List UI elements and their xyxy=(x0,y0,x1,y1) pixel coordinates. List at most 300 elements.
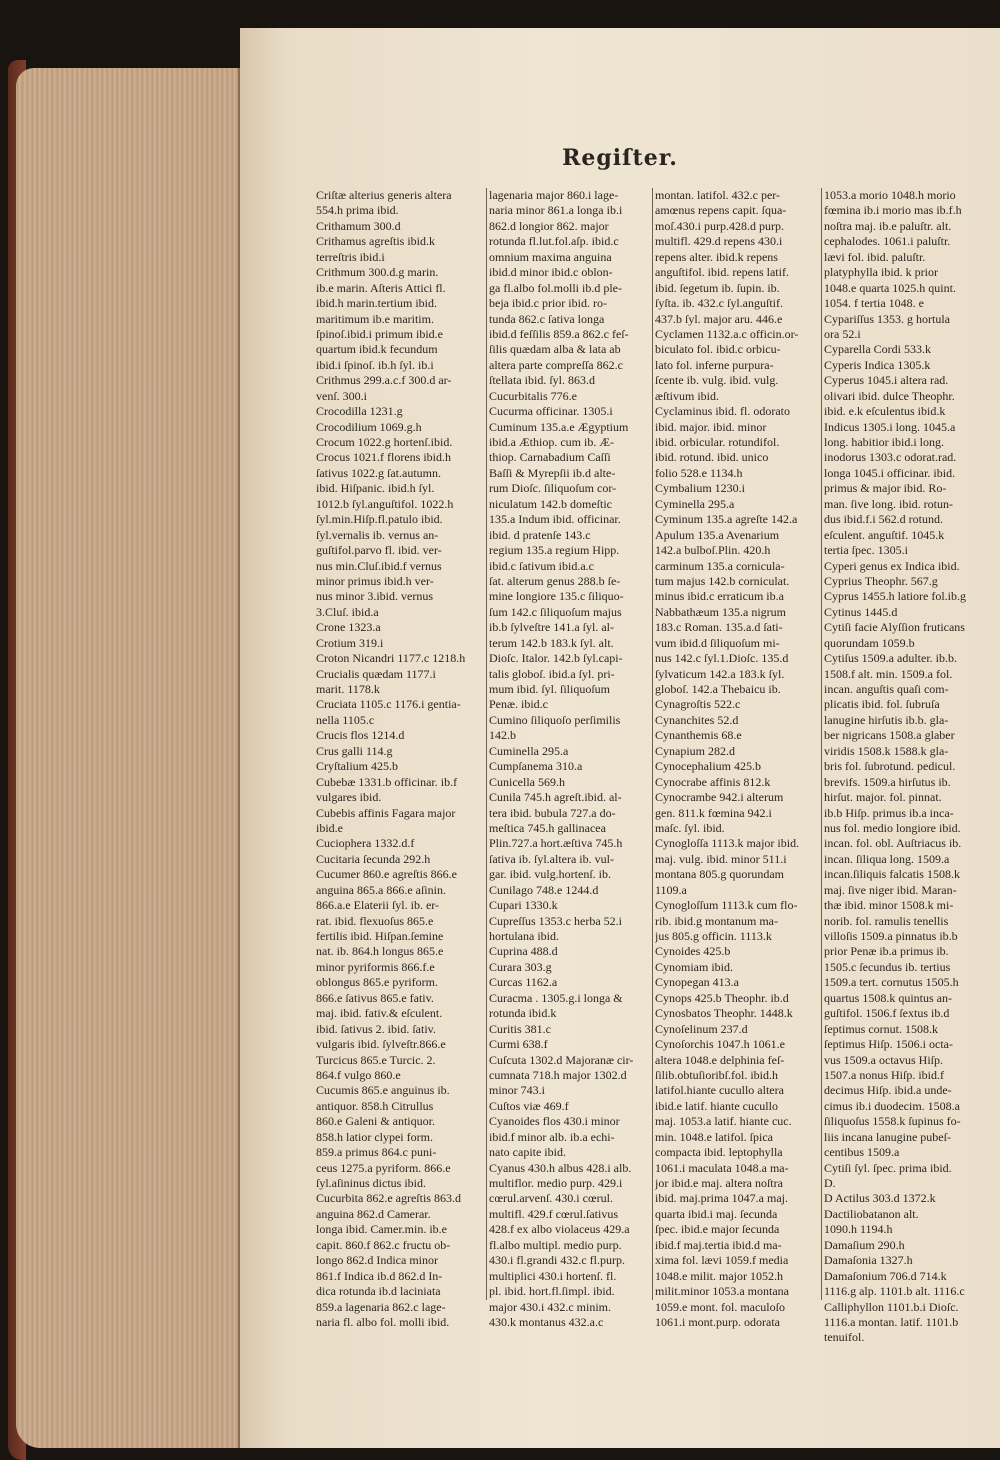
index-entry-line: Cynogloſſum 1113.k cum flo- xyxy=(655,898,798,913)
index-entry-line: 864.f vulgo 860.e xyxy=(316,1067,401,1082)
index-entry-line: Curitis 381.c xyxy=(489,1021,551,1036)
index-entry-line: ſtellata ibid. ſyl. 863.d xyxy=(489,373,595,388)
index-entry-line: thæ ibid. minor 1508.k mi- xyxy=(824,898,954,913)
index-entry-line: Cyminella 295.a xyxy=(655,496,735,511)
index-entry-line: longo 862.d Indica minor xyxy=(316,1253,438,1268)
index-entry-line: Cuſcuta 1302.d Majoranæ cir- xyxy=(489,1052,634,1067)
index-entry-line: vus 1509.a octavus Hiſp. xyxy=(824,1052,943,1067)
index-entry-line: Indicus 1305.i long. 1045.a xyxy=(824,419,956,434)
index-entry-line: Cyclaminus ibid. fl. odorato xyxy=(655,404,790,419)
index-entry-line: quartum ibid.k fecundum xyxy=(316,342,438,357)
index-entry-line: Cytiſi ſyl. ſpec. prima ibid. xyxy=(824,1160,952,1175)
index-entry-line: Cyperus 1045.i altera rad. xyxy=(824,373,949,388)
index-entry-line: bris fol. ſubrotund. pedicul. xyxy=(824,759,956,774)
index-entry-line: incan. ſiliqua long. 1509.a xyxy=(824,851,950,866)
index-entry-line: 859.a primus 864.c puni- xyxy=(316,1145,437,1160)
index-entry-line: talis globoſ. ibid.a ſyl. pri- xyxy=(489,666,615,681)
index-entry-line: rotunda ibid.k xyxy=(489,1006,557,1021)
index-entry-line: 142.a bulboſ.Plin. 420.h xyxy=(655,543,771,558)
index-entry-line: minor primus ibid.h ver- xyxy=(316,573,434,588)
index-entry-line: nus min.Cluſ.ibid.f vernus xyxy=(316,558,442,573)
index-entry-line: fl.albo multipl. medio purp. xyxy=(489,1237,622,1252)
index-entry-line: maj. ibid. fativ.& eſculent. xyxy=(316,1006,443,1021)
index-entry-line: ſyl.vernalis ib. vernus an- xyxy=(316,527,439,542)
index-entry-line: ſeptimus Hiſp. 1506.i octa- xyxy=(824,1037,953,1052)
index-entry-line: Damaſium 290.h xyxy=(824,1237,905,1252)
index-entry-line: Crotium 319.i xyxy=(316,635,384,650)
index-entry-line: long. habitior ibid.i long. xyxy=(824,435,944,449)
index-entry-line: æſtivum ibid. xyxy=(655,388,720,403)
index-entry-line: ibid. rotund. ibid. unico xyxy=(655,450,769,465)
index-entry-line: amœnus repens capit. ſqua- xyxy=(655,203,787,218)
index-entry-line: Dioſc. Italor. 142.b ſyl.capi- xyxy=(489,651,623,666)
index-entry-line: Cynosbatos Theophr. 1448.k xyxy=(655,1006,793,1021)
index-entry-line: Cynops 425.b Theophr. ib.d xyxy=(655,990,789,1005)
index-entry-line: venſ. 300.i xyxy=(316,388,367,403)
index-entry-line: Crithamum 300.d xyxy=(316,218,401,233)
index-entry-line: ibid.a Æthiop. cum ib. Æ- xyxy=(489,435,614,449)
index-entry-line: ſyl.aſininus dictus ibid. xyxy=(316,1176,426,1190)
index-entry-line: Cymbalium 1230.i xyxy=(655,481,745,496)
index-entry-line: ſum 142.c ſiliquoſum majus xyxy=(489,604,622,619)
register-page xyxy=(240,28,1000,1448)
index-entry-line: 1507.a nonus Hiſp. ibid.f xyxy=(824,1067,944,1082)
index-entry-line: Cupreſſus 1353.c herba 52.i xyxy=(489,913,622,928)
index-entry-line: capit. 860.f 862.c fructu ob- xyxy=(316,1237,451,1252)
index-entry-line: Cunicella 569.h xyxy=(489,774,565,789)
index-entry-line: biculato fol. ibid.c orbicu- xyxy=(655,342,781,357)
index-entry-line: Crithmum 300.d.g marin. xyxy=(316,265,439,280)
index-entry-line: Cynocrambe 942.i alterum xyxy=(655,790,784,805)
index-entry-line: ibid.d feſſilis 859.a 862.c feſ- xyxy=(489,326,629,341)
index-entry-line: maj. ſive niger ibid. Maran- xyxy=(824,882,957,897)
index-entry-line: ibid.c ſativum ibid.a.c xyxy=(489,558,594,573)
index-entry-line: niculatum 142.b domeſtic xyxy=(489,496,612,511)
index-entry-line: primus & major ibid. Ro- xyxy=(824,481,947,496)
index-entry-line: Cyminum 135.a agreſte 142.a xyxy=(655,512,798,527)
index-entry-line: gar. ibid. vulg.hortenſ. ib. xyxy=(489,867,611,882)
index-entry-line: Cucurbitalis 776.e xyxy=(489,388,577,403)
index-entry-line: ib.b ſylveſtre 141.a ſyl. al- xyxy=(489,620,614,635)
index-entry-line: guſtifol. 1506.f ſextus ib.d xyxy=(824,1006,950,1021)
index-entry-line: anguſtifol. ibid. repens latif. xyxy=(655,265,789,280)
index-entry-line: terreſtris ibid.i xyxy=(316,249,385,264)
index-entry-line: nato capite ibid. xyxy=(489,1145,566,1160)
index-entry-line: Cyprus 1455.h latiore fol.ib.g xyxy=(824,589,966,604)
index-entry-line: incan. anguſtis quaſi com- xyxy=(824,682,949,696)
index-entry-line: ſilib.obtuſioribſ.fol. ibid.h xyxy=(655,1067,778,1082)
index-entry-line: incan. fol. obl. Auſtriacus ib. xyxy=(824,836,962,851)
index-entry-line: 430.i fl.grandi 432.c fl.purp. xyxy=(489,1253,625,1268)
index-entry-line: multifl. 429.f cœrul.ſativus xyxy=(489,1206,618,1221)
index-entry-line: Cuminella 295.a xyxy=(489,743,569,758)
index-entry-line: repens alter. ibid.k repens xyxy=(655,249,778,264)
index-entry-line: pl. ibid. hort.fl.ſimpl. ibid. xyxy=(489,1284,615,1299)
index-entry-line: folio 528.e 1134.h xyxy=(655,465,743,480)
index-entry-line: cœrul.arvenſ. 430.i cœrul. xyxy=(489,1191,613,1206)
index-entry-line: antiquor. 858.h Citrullus xyxy=(316,1098,434,1113)
index-entry-line: ibid.e latif. hiante cucullo xyxy=(655,1098,778,1113)
index-entry-line: noſtra maj. ib.e paluſtr. alt. xyxy=(824,218,952,233)
index-entry-line: ber nigricans 1508.a glaber xyxy=(824,728,955,743)
index-entry-line: nus fol. medio longiore ibid. xyxy=(824,820,961,835)
index-entry-line: Cruciata 1105.c 1176.i gentia- xyxy=(316,697,461,712)
book-photo xyxy=(8,28,1000,1448)
index-entry-line: 1090.h 1194.h xyxy=(824,1222,893,1237)
index-entry-line: nus 142.c ſyl.1.Dioſc. 135.d xyxy=(655,651,789,666)
index-entry-line: tenuifol. xyxy=(824,1330,865,1345)
index-entry-line: rib. ibid.g montanum ma- xyxy=(655,913,778,928)
index-column-3 xyxy=(655,188,819,1330)
index-entry-line: jor ibid.e maj. altera noſtra xyxy=(655,1176,783,1190)
index-entry-line: Cyperis Indica 1305.k xyxy=(824,357,931,372)
index-entry-line: tunda 862.c ſativa longa xyxy=(489,311,605,326)
index-entry-line: oblongus 865.e pyriform. xyxy=(316,975,438,990)
index-entry-line: Crithmus 299.a.c.f 300.d ar- xyxy=(316,373,452,388)
index-entry-line: 1048.e milit. major 1052.h xyxy=(655,1268,783,1283)
index-entry-line: ſiliquoſus 1558.k ſupinus fo- xyxy=(824,1114,961,1129)
index-entry-line: 861.f Indica ib.d 862.d In- xyxy=(316,1268,443,1283)
index-entry-line: D Actilus 303.d 1372.k xyxy=(824,1191,936,1206)
index-entry-line: ibid. orbicular. rotundifol. xyxy=(655,435,780,449)
index-entry-line: Damaſonia 1327.h xyxy=(824,1253,913,1268)
index-entry-line: longa ibid. Camer.min. ib.e xyxy=(316,1222,447,1237)
index-entry-line: rat. ibid. flexuoſus 865.e xyxy=(316,913,434,928)
index-entry-line: ibid. e.k eſculentus ibid.k xyxy=(824,404,946,419)
index-entry-line: Cynanchites 52.d xyxy=(655,712,739,727)
index-entry-line: 1048.e quarta 1025.h quint. xyxy=(824,280,956,295)
page-block-edge xyxy=(16,68,240,1448)
index-entry-line: vulgares ibid. xyxy=(316,790,382,805)
index-entry-line: Cytiſi facie Alyſſion fruticans xyxy=(824,620,965,635)
index-entry-line: ibid. major. ibid. minor xyxy=(655,419,767,434)
index-entry-line: guſtifol.parvo fl. ibid. ver- xyxy=(316,543,442,558)
index-entry-line: Cyanus 430.h albus 428.i alb. xyxy=(489,1160,632,1175)
index-entry-line: cimus ib.i duodecim. 1508.a xyxy=(824,1098,960,1113)
index-entry-line: Cynogloſſa 1113.k major ibid. xyxy=(655,836,800,851)
index-entry-line: naria minor 861.a longa ib.i xyxy=(489,203,623,218)
index-entry-line: dus ibid.f.i 562.d rotund. xyxy=(824,512,943,527)
index-entry-line: ib.b Hiſp. primus ib.a inca- xyxy=(824,805,954,820)
index-entry-line: Cumino ſiliquoſo perſimilis xyxy=(489,712,621,727)
index-entry-line: montan. latifol. 432.c per- xyxy=(655,188,781,202)
index-entry-line: milit.minor 1053.a montana xyxy=(655,1284,789,1299)
index-entry-line: maſc. ſyl. ibid. xyxy=(655,820,725,835)
index-entry-line: tertia ſpec. 1305.i xyxy=(824,543,908,558)
index-entry-line: nella 1105.c xyxy=(316,712,375,727)
index-entry-line: Curara 303.g xyxy=(489,959,552,974)
index-entry-line: ſat. alterum genus 288.b ſe- xyxy=(489,573,621,588)
index-entry-line: prior Penæ ib.a primus ib. xyxy=(824,944,949,959)
index-entry-line: ſcente ib. vulg. ibid. vulg. xyxy=(655,373,779,388)
index-entry-line: 3.Cluſ. ibid.a xyxy=(316,604,379,619)
index-entry-line: quarta ibid.i maj. ſecunda xyxy=(655,1206,778,1221)
index-entry-line: Cubebæ 1331.b officinar. ib.f xyxy=(316,774,458,789)
index-entry-line: multiplici 430.i hortenſ. fl. xyxy=(489,1268,617,1283)
index-entry-line: maritimum ib.e maritim. xyxy=(316,311,434,326)
index-entry-line: ibid.f maj.tertia ibid.d ma- xyxy=(655,1237,782,1252)
index-entry-line: Cynapium 282.d xyxy=(655,743,735,758)
index-entry-line: decimus Hiſp. ibid.a unde- xyxy=(824,1083,952,1098)
index-entry-line: Crone 1323.a xyxy=(316,620,381,635)
index-entry-line: Curmi 638.f xyxy=(489,1037,548,1052)
index-entry-line: ibid. maj.prima 1047.a maj. xyxy=(655,1191,788,1206)
index-entry-line: 860.e Galeni & antiquor. xyxy=(316,1114,435,1129)
index-entry-line: longa 1045.i officinar. ibid. xyxy=(824,465,956,480)
column-rule xyxy=(486,188,487,1300)
index-entry-line: norib. fol. ramulis tenellis xyxy=(824,913,949,928)
index-entry-line: 1054. f tertia 1048. e xyxy=(824,296,924,311)
index-entry-line: carminum 135.a cornicula- xyxy=(655,558,785,573)
index-entry-line: 1061.i mont.purp. odorata xyxy=(655,1314,780,1329)
index-entry-line: minor 743.i xyxy=(489,1083,545,1098)
index-entry-line: 1109.a xyxy=(655,882,687,897)
index-entry-line: ib.e marin. Aſteris Attici fl. xyxy=(316,280,446,295)
index-entry-line: ſyl.min.Hiſp.fl.patulo ibid. xyxy=(316,512,443,527)
index-entry-line: 135.a Indum ibid. officinar. xyxy=(489,512,621,527)
index-column-2 xyxy=(489,188,651,1330)
index-entry-line: ſpec. ibid.e major ſecunda xyxy=(655,1222,780,1237)
index-entry-line: 142.b xyxy=(489,728,516,743)
index-entry-line: Crithamus agreſtis ibid.k xyxy=(316,234,435,249)
index-entry-line: Cuciophera 1332.d.f xyxy=(316,836,415,851)
index-entry-line: Crocodilium 1069.g.h xyxy=(316,419,422,434)
index-entry-line: liis incana lanugine pubeſ- xyxy=(824,1129,951,1144)
index-entry-line: ora 52.i xyxy=(824,326,861,341)
index-entry-line: Cytiſus 1509.a adulter. ib.b. xyxy=(824,651,957,666)
index-entry-line: Calliphyllon 1101.b.i Dioſc. xyxy=(824,1299,959,1314)
index-entry-line: Damaſonium 706.d 714.k xyxy=(824,1268,947,1283)
index-entry-line: Cypariſſus 1353. g hortula xyxy=(824,311,950,326)
index-entry-line: Crocus 1021.f florens ibid.h xyxy=(316,450,451,465)
index-entry-line: brevifs. 1509.a hirſutus ib. xyxy=(824,774,951,789)
index-entry-line: ibid.h marin.tertium ibid. xyxy=(316,296,437,311)
index-entry-line: globoſ. 142.a Thebaicu ib. xyxy=(655,682,781,696)
index-entry-line: latifol.hiante cucullo altera xyxy=(655,1083,784,1098)
index-entry-line: Cynopegan 413.a xyxy=(655,975,739,990)
index-entry-line: ibid. Hiſpanic. ibid.h ſyl. xyxy=(316,481,435,496)
index-entry-line: rum Dioſc. ſiliquoſum cor- xyxy=(489,481,617,496)
index-entry-line: Penæ. ibid.c xyxy=(489,697,548,712)
index-entry-line: Apulum 135.a Avenarium xyxy=(655,527,780,542)
index-entry-line: Crocum 1022.g hortenſ.ibid. xyxy=(316,435,453,449)
index-entry-line: rotunda fl.lut.fol.aſp. ibid.c xyxy=(489,234,619,249)
index-entry-line: ga fl.albo fol.molli ib.d ple- xyxy=(489,280,622,295)
index-entry-line: Cyparella Cordi 533.k xyxy=(824,342,931,357)
index-entry-line: 1509.a tert. cornutus 1505.h xyxy=(824,975,959,990)
index-entry-line: Cyanoides flos 430.i minor xyxy=(489,1114,620,1129)
index-entry-line: Cucumis 865.e anguinus ib. xyxy=(316,1083,450,1098)
index-entry-line: Cucumer 860.e agreſtis 866.e xyxy=(316,867,457,882)
column-rule xyxy=(652,188,653,1300)
index-entry-line: 859.a lagenaria 862.c lage- xyxy=(316,1299,446,1314)
index-entry-line: 866.a.e Elaterii ſyl. ib. er- xyxy=(316,898,440,913)
index-entry-line: Crucialis quædam 1177.i xyxy=(316,666,436,681)
index-entry-line: Curcas 1162.a xyxy=(489,975,558,990)
index-entry-line: ibid.d minor ibid.c oblon- xyxy=(489,265,613,280)
index-entry-line: 183.c Roman. 135.a.d ſati- xyxy=(655,620,783,635)
index-entry-line: eſculent. anguſtif. 1045.k xyxy=(824,527,945,542)
index-entry-line: major 430.i 432.c minim. xyxy=(489,1299,611,1314)
index-entry-line: ſpinoſ.ibid.i primum ibid.e xyxy=(316,326,443,341)
index-entry-line: lato fol. inferne purpura- xyxy=(655,357,774,372)
index-entry-line: centibus 1509.a xyxy=(824,1145,900,1160)
index-entry-line: ſativa ib. ſyl.altera ib. vul- xyxy=(489,851,614,866)
index-entry-line: Curacma . 1305.g.i longa & xyxy=(489,990,623,1005)
index-entry-line: 437.b ſyl. major aru. 446.e xyxy=(655,311,783,326)
index-entry-line: platyphylla ibid. k prior xyxy=(824,265,938,280)
index-entry-line: maj. vulg. ibid. minor 511.i xyxy=(655,851,787,866)
index-entry-line: Cuprina 488.d xyxy=(489,944,558,959)
index-entry-line: gen. 811.k fœmina 942.i xyxy=(655,805,772,820)
index-entry-line: beja ibid.c prior ibid. ro- xyxy=(489,296,607,311)
index-entry-line: lanugine hirſutis ib.b. gla- xyxy=(824,712,949,727)
index-entry-line: 866.e ſativus 865.e fativ. xyxy=(316,990,434,1005)
index-entry-line: 1505.c ſecundus ib. tertius xyxy=(824,959,951,974)
index-entry-line: quorundam 1059.b xyxy=(824,635,915,650)
index-entry-line: Criſtæ alterius generis altera xyxy=(316,188,452,202)
index-entry-line: Cucitaria ſecunda 292.h xyxy=(316,851,431,866)
index-entry-line: thiop. Carnabadium Caſſi xyxy=(489,450,611,465)
index-entry-line: Cynoſorchis 1047.h 1061.e xyxy=(655,1037,785,1052)
index-entry-line: lagenaria major 860.i lage- xyxy=(489,188,619,202)
page-heading: Regiſter. xyxy=(562,145,678,171)
index-entry-line: multiflor. medio purp. 429.i xyxy=(489,1176,623,1190)
index-entry-line: Cynoſelinum 237.d xyxy=(655,1021,748,1036)
index-entry-line: ſylvaticum 142.a 183.k ſyl. xyxy=(655,666,785,681)
index-entry-line: Cunila 745.h agreſt.ibid. al- xyxy=(489,790,622,805)
index-entry-line: naria fl. albo fol. molli ibid. xyxy=(316,1314,450,1329)
index-entry-line: Cupari 1330.k xyxy=(489,898,558,913)
index-entry-line: Nabbathæum 135.a nigrum xyxy=(655,604,786,619)
index-entry-line: Cytinus 1445.d xyxy=(824,604,898,619)
index-entry-line: Baſſi & Myrepſii ib.d alte- xyxy=(489,465,616,480)
index-entry-line: Cuminum 135.a.e Ægyptium xyxy=(489,419,629,434)
index-entry-line: meſtica 745.h gallinacea xyxy=(489,820,606,835)
index-entry-line: incan.ſiliquis falcatis 1508.k xyxy=(824,867,960,882)
index-entry-line: altera parte compreſſa 862.c xyxy=(489,357,623,372)
index-entry-line: minus ibid.c erraticum ib.a xyxy=(655,589,784,604)
index-entry-line: ibid. ſegetum ib. ſupin. ib. xyxy=(655,280,780,295)
index-entry-line: anguina 862.d Camerar. xyxy=(316,1206,431,1221)
column-rule xyxy=(821,188,822,1300)
index-entry-line: ſilis quædam alba & lata ab xyxy=(489,342,621,357)
index-entry-line: villoſis 1509.a pinnatus ib.b xyxy=(824,929,958,943)
index-entry-line: nat. ib. 864.h longus 865.e xyxy=(316,944,444,959)
index-entry-line: 1012.b ſyl.anguſtifol. 1022.h xyxy=(316,496,454,511)
index-entry-line: viridis 1508.k 1588.k gla- xyxy=(824,743,949,758)
index-entry-line: tera ibid. bubula 727.a do- xyxy=(489,805,616,820)
index-entry-line: 1116.g alp. 1101.b alt. 1116.c xyxy=(824,1284,965,1299)
index-entry-line: marit. 1178.k xyxy=(316,682,380,696)
index-entry-line: cumnata 718.h major 1302.d xyxy=(489,1067,627,1082)
index-entry-line: Turcicus 865.e Turcic. 2. xyxy=(316,1052,436,1067)
index-entry-line: min. 1048.e latifol. ſpica xyxy=(655,1129,773,1144)
index-entry-line: Cucurbita 862.e agreſtis 863.d xyxy=(316,1191,461,1206)
index-entry-line: Cynomiam ibid. xyxy=(655,959,733,974)
index-entry-line: tum majus 142.b corniculat. xyxy=(655,573,790,588)
index-entry-line: ibid.e xyxy=(316,820,343,835)
index-entry-line: 1061.i maculata 1048.a ma- xyxy=(655,1160,789,1175)
index-entry-line: cephalodes. 1061.i paluſtr. xyxy=(824,234,951,249)
index-entry-line: hortulana ibid. xyxy=(489,929,559,943)
index-entry-line: terum 142.b 183.k ſyl. alt. xyxy=(489,635,614,650)
index-entry-line: vum ibid.d ſiliquoſum mi- xyxy=(655,635,780,650)
index-entry-line: nus minor 3.ibid. vernus xyxy=(316,589,433,604)
index-entry-line: Plin.727.a hort.æſtiva 745.h xyxy=(489,836,623,851)
index-entry-line: Cyperi genus ex Indica ibid. xyxy=(824,558,960,573)
index-entry-line: quartus 1508.k quintus an- xyxy=(824,990,952,1005)
index-entry-line: Crucis flos 1214.d xyxy=(316,728,405,743)
index-entry-line: ſeptimus cornut. 1508.k xyxy=(824,1021,938,1036)
index-entry-line: vulgaris ibid. ſylveſtr.866.e xyxy=(316,1037,446,1052)
index-entry-line: ceus 1275.a pyriform. 866.e xyxy=(316,1160,451,1175)
index-entry-line: multifl. 429.d repens 430.i xyxy=(655,234,783,249)
index-entry-line: Cyprius Theophr. 567.g xyxy=(824,573,938,588)
index-entry-line: Cucurma officinar. 1305.i xyxy=(489,404,613,419)
index-entry-line: minor pyriformis 866.f.e xyxy=(316,959,435,974)
index-entry-line: anguina 865.a 866.e aſinin. xyxy=(316,882,446,897)
index-entry-line: altera 1048.e delphinia feſ- xyxy=(655,1052,785,1067)
index-entry-line: 858.h latior clypei form. xyxy=(316,1129,433,1144)
index-entry-line: D. xyxy=(824,1176,836,1190)
index-entry-line: Cumpſanema 310.a xyxy=(489,759,583,774)
index-entry-line: ibid.f minor alb. ib.a echi- xyxy=(489,1129,615,1144)
index-entry-line: montana 805.g quorundam xyxy=(655,867,784,882)
index-entry-line: Cryſtalium 425.b xyxy=(316,759,398,774)
index-entry-line: mum ibid. ſyl. ſiliquoſum xyxy=(489,682,611,696)
index-entry-line: compacta ibid. leptophylla xyxy=(655,1145,783,1160)
index-entry-line: Cuſtos viæ 469.f xyxy=(489,1098,569,1113)
index-entry-line: mine longiore 135.c ſiliquo- xyxy=(489,589,624,604)
index-entry-line: ibid. d pratenſe 143.c xyxy=(489,527,591,542)
index-entry-line: jus 805.g officin. 1113.k xyxy=(655,929,772,943)
index-entry-line: Cynoides 425.b xyxy=(655,944,731,959)
index-entry-line: Cynanthemis 68.e xyxy=(655,728,742,743)
index-column-1 xyxy=(316,188,484,1330)
index-entry-line: Cynocephalium 425.b xyxy=(655,759,761,774)
index-entry-line: ibid. ſativus 2. ibid. ſativ. xyxy=(316,1021,436,1036)
index-entry-line: inodorus 1303.c odorat.rad. xyxy=(824,450,957,465)
index-entry-line: 862.d longior 862. major xyxy=(489,218,609,233)
index-entry-line: hirſut. major. fol. pinnat. xyxy=(824,790,942,805)
index-entry-line: dica rotunda ib.d laciniata xyxy=(316,1284,441,1299)
index-entry-line: 430.k montanus 432.a.c xyxy=(489,1314,604,1329)
index-entry-line: Cynagroſtis 522.c xyxy=(655,697,741,712)
index-entry-line: 554.h prima ibid. xyxy=(316,203,399,218)
index-entry-line: ſativus 1022.g ſat.autumn. xyxy=(316,465,441,480)
index-entry-line: olivari ibid. dulce Theophr. xyxy=(824,388,955,403)
index-entry-line: 1508.f alt. min. 1509.a fol. xyxy=(824,666,953,681)
index-entry-line: ſyſta. ib. 432.c ſyl.anguſtif. xyxy=(655,296,783,311)
index-entry-line: 1059.e mont. fol. maculoſo xyxy=(655,1299,785,1314)
index-entry-line: lævi fol. ibid. paluſtr. xyxy=(824,249,926,264)
index-entry-line: Cunilago 748.e 1244.d xyxy=(489,882,599,897)
index-entry-line: regium 135.a regium Hipp. xyxy=(489,543,620,558)
index-entry-line: man. ſive long. ibid. rotun- xyxy=(824,496,953,511)
index-entry-line: xima fol. lævi 1059.f media xyxy=(655,1253,789,1268)
index-entry-line: Dactiliobatanon alt. xyxy=(824,1206,919,1221)
index-entry-line: Cynocrabe affinis 812.k xyxy=(655,774,771,789)
index-entry-line: 1053.a morio 1048.h morio xyxy=(824,188,956,202)
index-entry-line: plicatis ibid. fol. ſubruſa xyxy=(824,697,940,712)
index-entry-line: maj. 1053.a latif. hiante cuc. xyxy=(655,1114,792,1129)
index-entry-line: Cyclamen 1132.a.c officin.or- xyxy=(655,326,799,341)
index-entry-line: Croton Nicandri 1177.c 1218.h xyxy=(316,651,466,666)
index-entry-line: Crocodilla 1231.g xyxy=(316,404,403,419)
index-entry-line: moſ.430.i purp.428.d purp. xyxy=(655,218,784,233)
index-entry-line: fœmina ib.i morio mas ib.f.h xyxy=(824,203,962,218)
